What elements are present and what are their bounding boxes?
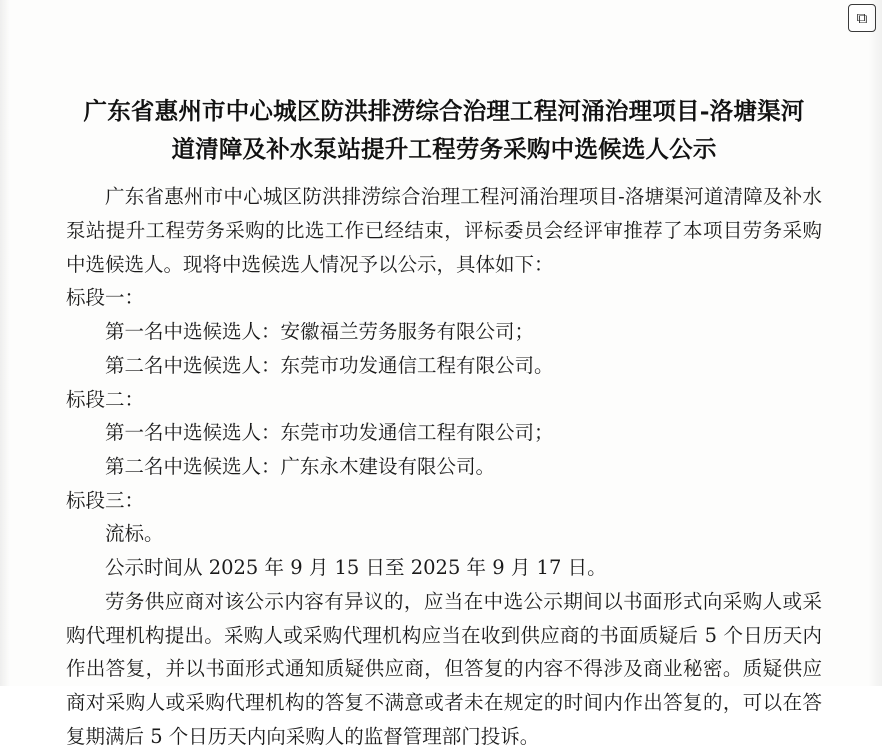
paragraph-intro: 广东省惠州市中心城区防洪排涝综合治理工程河涌治理项目-洛塘渠河道清障及补水泵站提升工程劳务采购的比选工作已经结束，评标委员会经评审推荐了本项目劳务采购中选候选人。现将中选候选人情况予以公示，具体如下： <box>66 185 822 276</box>
paragraph-objection-procedure: 劳务供应商对该公示内容有异议的，应当在中选公示期间以书面形式向采购人或采购代理机构提出。采购人或采购代理机构应当在收到供应商的书面质疑后 5 个日历天内作出答复，并以书面形式通知质疑供应商，但答复的内容不得涉及商业秘密。质疑供应商对采购人或采购代理机构的答复不满意或者未在规定的时间内作出答复的，可以在答复期满后 5 个日历天内向采购人的监督管理部门投诉。 <box>66 589 822 748</box>
scan-badge-icon[interactable]: ⧉ <box>848 4 876 32</box>
lot-1-candidate-2: 第二名中选候选人：东莞市功发通信工程有限公司。 <box>105 353 554 377</box>
page-title-line-2: 道清障及补水泵站提升工程劳务采购中选候选人公示 <box>171 135 717 164</box>
section-heading-lot-2: 标段二： <box>66 387 145 411</box>
lot-2-candidate-1: 第一名中选候选人：东莞市功发通信工程有限公司； <box>105 421 554 445</box>
document-content <box>66 180 822 753</box>
section-heading-lot-3: 标段三： <box>66 488 145 512</box>
lot-2-candidate-2: 第二名中选候选人：广东永木建设有限公司。 <box>105 455 496 478</box>
page-title <box>66 92 822 168</box>
section-heading-lot-1: 标段一： <box>66 286 145 310</box>
publicity-period: 公示时间从 2025 年 9 月 15 日至 2025 年 9 月 17 日。 <box>105 556 607 580</box>
document-body <box>66 92 822 754</box>
lot-3-result: 流标。 <box>105 522 164 546</box>
page-title-line-1: 广东省惠州市中心城区防洪排涝综合治理工程河涌治理项目-洛塘渠河 <box>83 97 805 125</box>
lot-1-candidate-1: 第一名中选候选人：安徽福兰劳务服务有限公司； <box>105 320 535 344</box>
